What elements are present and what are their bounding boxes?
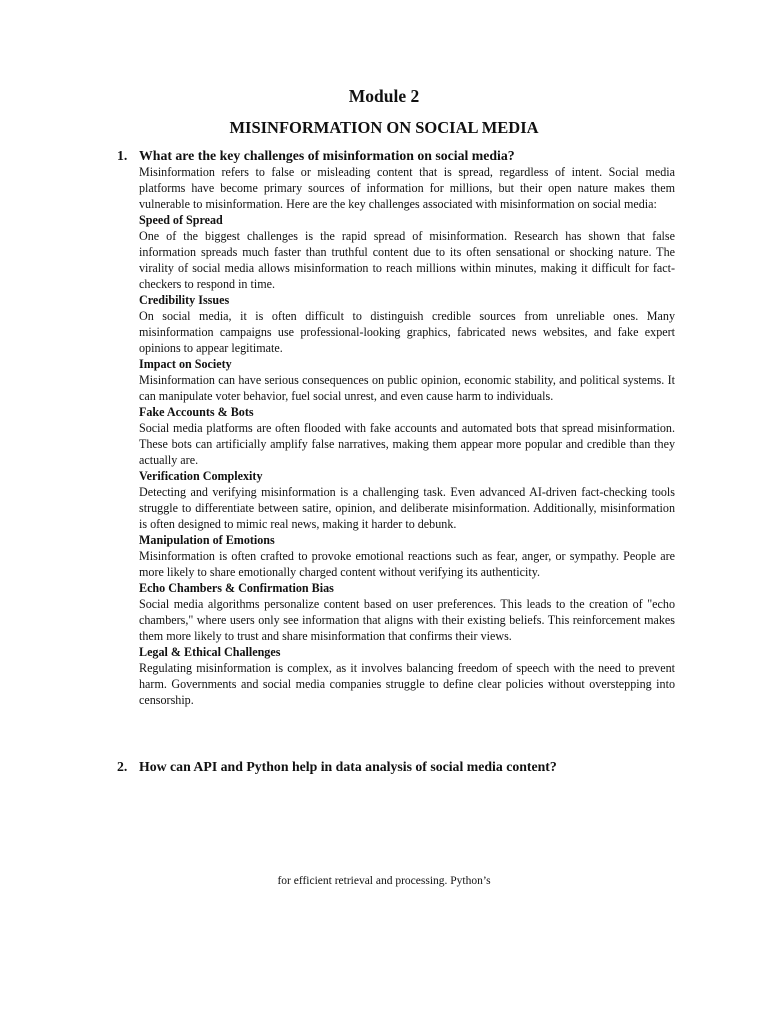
- document-title: MISINFORMATION ON SOCIAL MEDIA: [229, 118, 539, 137]
- question-2-text: How can API and Python help in data analysis of social media content?: [139, 759, 557, 774]
- section-heading: Legal & Ethical Challenges: [139, 645, 281, 659]
- question-1-text: What are the key challenges of misinformation on social media?: [139, 148, 515, 163]
- answer-1: [139, 164, 675, 708]
- question-2: [117, 759, 677, 775]
- module-title: Module 2: [348, 86, 420, 106]
- section-text: Detecting and verifying misinformation is a challenging task. Even advanced AI-driven fact-checking tools struggle to differentiate between satire, opinion, and deliberate misinformation. Additionally, misinformation is often designed to mimic real news, making it harder to debunk.: [139, 485, 675, 531]
- section-text: Regulating misinformation is complex, as it involves balancing freedom of speech with the need to prevent harm. Governments and social media companies struggle to define clear policies without overstepping into censorship.: [139, 661, 675, 707]
- question-1-number: 1.: [117, 148, 128, 163]
- section-heading: Echo Chambers & Confirmation Bias: [139, 581, 334, 595]
- section-text: Misinformation can have serious consequences on public opinion, economic stability, and political systems. It can manipulate voter behavior, fuel social unrest, and even cause harm to individuals.: [139, 373, 675, 403]
- answer-intro: Misinformation refers to false or misleading content that is spread, regardless of intent. Social media platforms have become primary sources of information for millions, but their open nature makes them vulnerable to misinformation. Here are the key challenges associated with misinformation on social media:: [139, 165, 675, 211]
- section-heading: Impact on Society: [139, 357, 232, 371]
- section-heading: Fake Accounts & Bots: [139, 405, 254, 419]
- section-text: One of the biggest challenges is the rapid spread of misinformation. Research has shown that false information spreads much faster than truthful content due to its often sensational or shocking nature. The virality of social media allows misinformation to reach millions within minutes, making it difficult for fact-checkers to respond in time.: [139, 229, 675, 291]
- question-2-number: 2.: [117, 759, 128, 774]
- section-text: Social media platforms are often flooded with fake accounts and automated bots that spread misinformation. These bots can artificially amplify false narratives, making them appear more popular and credible than they actually are.: [139, 421, 675, 467]
- section-text: Social media algorithms personalize content based on user preferences. This leads to the creation of "echo chambers," where users only see information that aligns with their existing beliefs. This reinforcement makes them more likely to trust and share misinformation that confirms their views.: [139, 597, 675, 643]
- section-heading: Verification Complexity: [139, 469, 263, 483]
- section-text: On social media, it is often difficult to distinguish credible sources from unreliable ones. Many misinformation campaigns use professional-looking graphics, fabricated news websites, and fake expert opinions to appear legitimate.: [139, 309, 675, 355]
- question-1: [117, 148, 677, 164]
- section-heading: Credibility Issues: [139, 293, 230, 307]
- text-fragment: for efficient retrieval and processing. Python’s: [277, 875, 491, 887]
- section-heading: Speed of Spread: [139, 213, 223, 227]
- section-text: Misinformation is often crafted to provoke emotional reactions such as fear, anger, or sympathy. People are more likely to share emotionally charged content without verifying its authenticity.: [139, 549, 675, 579]
- section-heading: Manipulation of Emotions: [139, 533, 275, 547]
